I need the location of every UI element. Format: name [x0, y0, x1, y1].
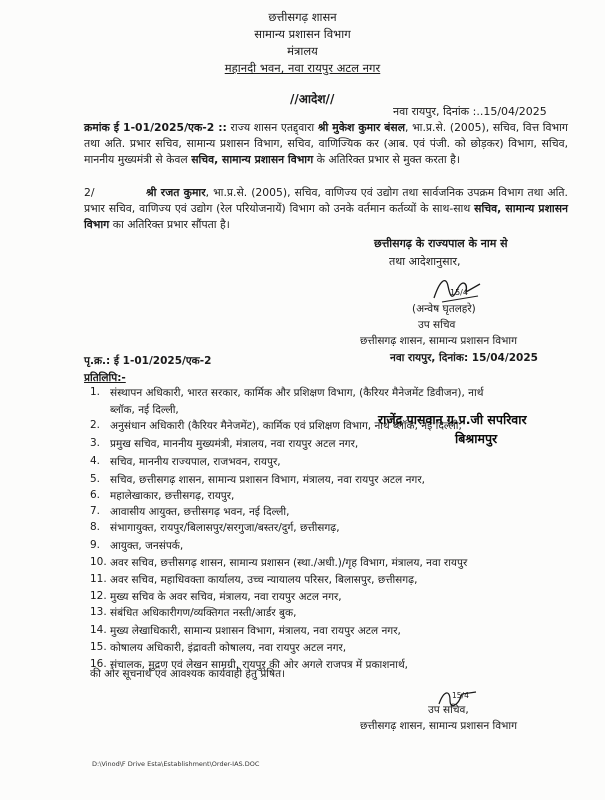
order-paragraph-1 — [84, 120, 568, 168]
copy-item-text: मुख्य सचिव के अवर सचिव, मंत्रालय, नवा रायपुर अटल नगर, — [110, 591, 342, 603]
copy-item-number: 4. — [90, 455, 101, 467]
copy-item-text: अवर सचिव, छत्तीसगढ़ शासन, सामान्य प्रशासन (स्था./अधी.)/गृह विभाग, मंत्रालय, नवा रायपुर — [110, 557, 468, 569]
copy-item-number: 12. — [90, 590, 107, 602]
p1-text-b: , भा.प्र.से. (2005), सचिव, वित्त विभाग तथा अति. प्रभार सचिव, सामान्य प्रशासन विभाग, सचिव, वाणिज्यिक कर (आब. एवं पंजी. को छोड़कर) विभाग, सचिव, माननीय मुख्यमंत्री से केवल — [84, 121, 568, 166]
order-place-date: नवा रायपुर, दिनांक :..15/04/2025 — [393, 105, 547, 118]
copy-item-text: अवर सचिव, महाधिवक्ता कार्यालय, उच्च न्यायालय परिसर, बिलासपुर, छत्तीसगढ़, — [110, 574, 418, 586]
order-number: क्रमांक ई 1-01/2025/एक-2 :: — [84, 121, 227, 134]
copy-to-label: प्रतिलिपि:- — [84, 372, 126, 384]
copy-item-text: सचिव, माननीय राज्यपाल, राजभवन, रायपुर, — [110, 456, 281, 468]
order-paragraph-2 — [84, 185, 568, 233]
copy-item-text: आवासीय आयुक्त, छत्तीसगढ़ भवन, नई दिल्ली, — [110, 506, 290, 518]
copy-item-number: 14. — [90, 624, 107, 636]
authority-line-1: छत्तीसगढ़ के राज्यपाल के नाम से — [374, 237, 508, 250]
copy-item-number: 13. — [90, 606, 107, 618]
copy-item-number: 15. — [90, 641, 107, 653]
copy-item-number: 16. — [90, 658, 107, 670]
p2-text-a: , भा.प्र.से. (2005), सचिव, वाणिज्य एवं उद्योग तथा सार्वजनिक उपक्रम विभाग तथा अति. प्रभार सचिव, वाणिज्य एवं उद्योग (रेल परियोजनायें) विभाग को उनके वर्तमान कर्तव्यों के साथ-साथ — [84, 186, 568, 215]
endorsement-number: पृ.क्र.: ई 1-01/2025/एक-2 — [84, 355, 212, 367]
signatory-1-dept: छत्तीसगढ़ शासन, सामान्य प्रशासन विभाग — [360, 335, 518, 347]
copy-item-number: 9. — [90, 539, 101, 551]
copy-item-text: संस्थापन अधिकारी, भारत सरकार, कार्मिक और प्रशिक्षण विभाग, (कैरियर मैनेजमेंट डिवीजन), नार्थ — [110, 387, 484, 399]
signature-1-date: 15/4 — [450, 288, 468, 297]
copy-item-number: 10. — [90, 556, 107, 568]
copy-item-text: संबंधित अधिकारीगण/व्यक्तिगत नस्ती/आर्डर बुक, — [110, 607, 297, 619]
copy-item-text: मुख्य लेखाधिकारी, सामान्य प्रशासन विभाग, मंत्रालय, नवा रायपुर अटल नगर, — [110, 625, 401, 637]
copy-item-number: 6. — [90, 489, 101, 501]
header-government: छत्तीसगढ़ शासन — [268, 10, 337, 24]
copy-item-number: 5. — [90, 473, 101, 485]
paragraph-2-number: 2/ — [84, 186, 95, 199]
p1-post: सचिव, सामान्य प्रशासन विभाग — [191, 153, 314, 166]
header-department: सामान्य प्रशासन विभाग — [254, 27, 351, 41]
copy-item-text: संचालक, मुद्रण एवं लेखन सामग्री, रायपुर की ओर अगले राजपत्र में प्रकाशनार्थ, — [110, 659, 408, 671]
copy-item-number: 8. — [90, 521, 101, 533]
watermark-line-1: राजेंद्र पासवान ग्र.प्र.जी सपरिवार — [378, 412, 527, 427]
endorsement-place-date: नवा रायपुर, दिनांक: 15/04/2025 — [390, 352, 538, 364]
copy-item-number: 1. — [90, 386, 101, 398]
signatory-1-designation: उप सचिव — [418, 319, 456, 331]
officer-name-2: श्री रजत कुमार — [146, 186, 206, 199]
copy-item-number: 3. — [90, 437, 101, 449]
signature-2-date: 15/4 — [452, 691, 469, 700]
copy-item-text: महालेखाकार, छत्तीसगढ़, रायपुर, — [110, 490, 235, 502]
header-address: महानदी भवन, नवा रायपुर अटल नगर — [224, 61, 381, 75]
copy-item-text: प्रमुख सचिव, माननीय मुख्यमंत्री, मंत्रालय, नवा रायपुर अटल नगर, — [110, 438, 359, 450]
footer-file-path: D:\Vinod\F Drive Esta\Establishment\Order-IAS.DOC — [92, 760, 260, 768]
copy-item-continuation: ब्लॉक, नई दिल्ली, — [110, 404, 179, 416]
header-ministry: मंत्रालय — [287, 44, 318, 58]
copy-item-text: संभागायुक्त, रायपुर/बिलासपुर/सरगुजा/बस्तर/दुर्ग, छत्तीसगढ़, — [110, 522, 340, 534]
copy-item-number: 2. — [90, 419, 101, 431]
closing-line: की ओर सूचनार्थ एवं आवश्यक कार्यवाही हेतु प्रेषित। — [90, 668, 286, 680]
copy-item-text: अनुसंधान अधिकारी (कैरियर मैनेजमेंट), कार्मिक एवं प्रशिक्षण विभाग, नार्थ ब्लॉक, नई दिल्ली, — [110, 420, 462, 432]
authority-line-2: तथा आदेशानुसार, — [389, 255, 461, 268]
copy-item-text: आयुक्त, जनसंपर्क, — [110, 540, 184, 552]
copy-item-text: कोषालय अधिकारी, इंद्रावती कोषालय, नवा रायपुर अटल नगर, — [110, 642, 347, 654]
signatory-2-dept: छत्तीसगढ़ शासन, सामान्य प्रशासन विभाग — [360, 720, 518, 732]
copy-item-number: 11. — [90, 573, 107, 585]
officer-name-1: श्री मुकेश कुमार बंसल — [317, 121, 406, 134]
signatory-2-designation: उप सचिव, — [428, 704, 469, 716]
watermark-line-2: बिश्रामपुर — [455, 431, 498, 446]
p1-text-c: के अतिरिक्त प्रभार से मुक्त करता है। — [316, 153, 460, 166]
p1-text-a: राज्य शासन एतद्द्वारा — [230, 121, 315, 134]
p2-post: सचिव, सामान्य प्रशासन विभाग — [84, 202, 568, 231]
p2-text-b: का अतिरिक्त प्रभार सौंपता है। — [112, 218, 230, 231]
copy-item-text: सचिव, छत्तीसगढ़ शासन, सामान्य प्रशासन विभाग, मंत्रालय, नवा रायपुर अटल नगर, — [110, 474, 425, 486]
order-title: //आदेश// — [290, 92, 335, 106]
copy-item-number: 7. — [90, 505, 101, 517]
signatory-1-name: (अन्वेष घृतलहरे) — [412, 303, 476, 315]
